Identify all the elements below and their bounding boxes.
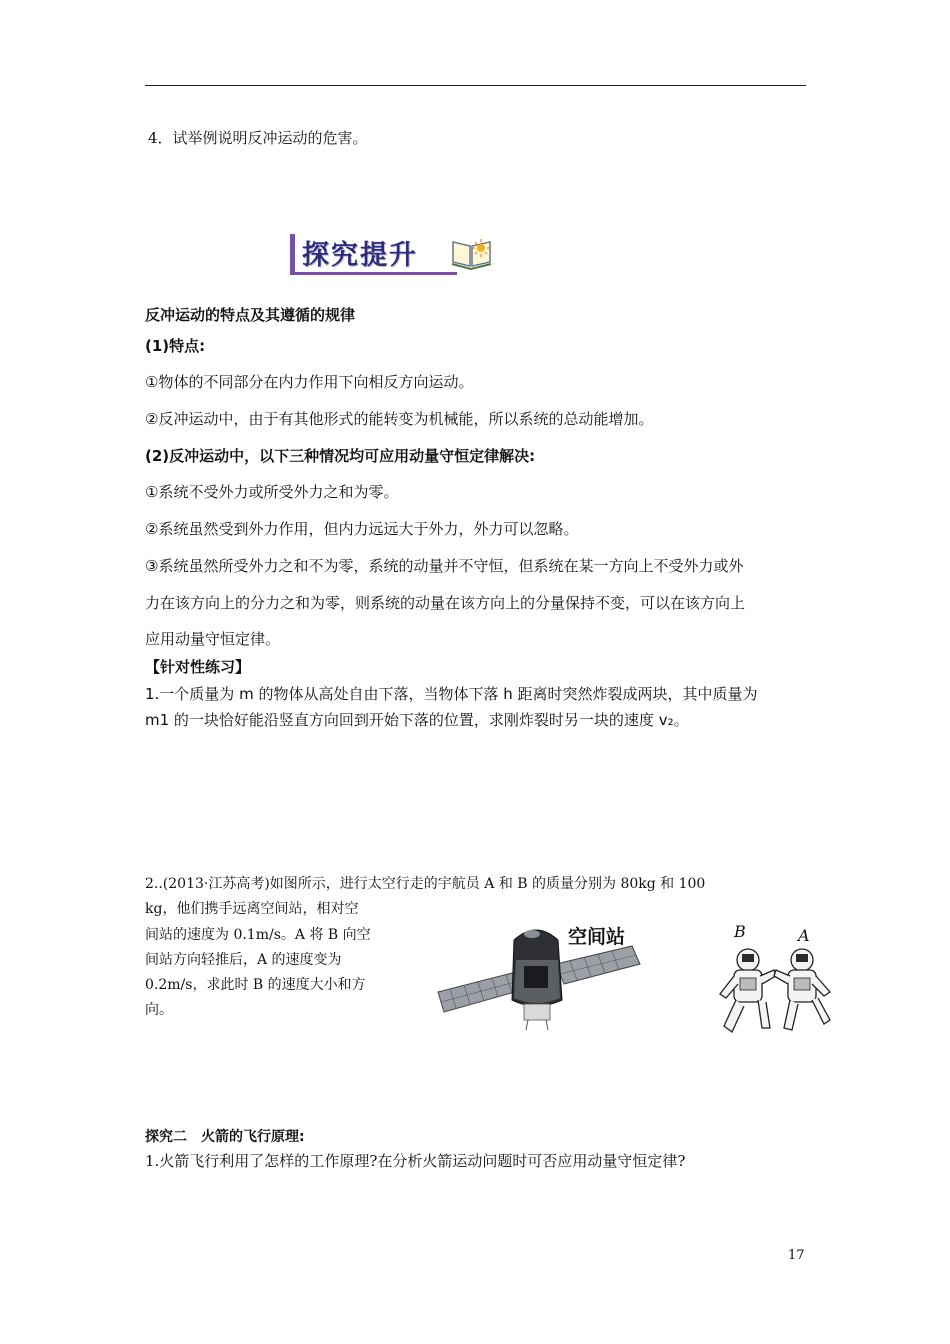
astronaut-b-label: B [734,922,746,941]
section-banner [290,230,500,276]
open-book-icon [450,236,494,272]
feature-2: ②反冲运动中，由于有其他形式的能转变为机械能，所以系统的总动能增加。 [145,410,654,428]
practice-2-line-1: 2..(2013·江苏高考)如图所示，进行太空行走的宇航员 A 和 B 的质量分别为 80kg 和 100 [145,876,706,892]
practice-2-line-3: 间站的速度为 0.1m/s。A 将 B 向空 [145,927,371,943]
explore-2-title: 探究二 火箭的飞行原理: [145,1129,305,1145]
page-number: 17 [788,1248,805,1263]
banner-title: 探究提升 [302,240,418,271]
practice-1-line-2: m1 的一块恰好能沿竖直方向回到开始下落的位置，求刚炸裂时另一块的速度 v₂。 [145,711,689,729]
space-station-figure [436,912,836,1042]
explore-2-question-1: 1.火箭飞行利用了怎样的工作原理?在分析火箭运动问题时可否应用动量守恒定律? [145,1152,686,1170]
practice-2-line-2: kg，他们携手远离空间站，相对空 [145,901,359,917]
condition-3-line-1: ③系统虽然所受外力之和不为零，系统的动量并不守恒，但系统在某一方向上不受外力或外 [145,557,744,575]
features-title: (1)特点: [145,337,206,355]
section-heading: 反冲运动的特点及其遵循的规律 [145,306,356,324]
practice-2-line-4: 间站方向轻推后，A 的速度变为 [145,952,342,968]
condition-2: ②系统虽然受到外力作用，但内力远远大于外力，外力可以忽略。 [145,520,579,538]
condition-1: ①系统不受外力或所受外力之和为零。 [145,483,399,501]
astronauts-illustration [714,942,836,1042]
conditions-title: (2)反冲运动中，以下三种情况均可应用动量守恒定律解决: [145,447,536,465]
condition-3-line-3: 应用动量守恒定律。 [145,630,281,648]
astronaut-a-label: A [798,926,810,945]
feature-1: ①物体的不同部分在内力作用下向相反方向运动。 [145,373,474,391]
practice-2-line-5: 0.2m/s，求此时 B 的速度大小和方 [145,977,366,993]
header-rule [145,85,806,86]
station-label: 空间站 [568,926,626,948]
practice-title: 【针对性练习】 [145,658,251,676]
practice-1-line-1: 1.一个质量为 m 的物体从高处自由下落，当物体下落 h 距离时突然炸裂成两块，其中质量为 [145,685,758,703]
practice-2-line-6: 向。 [145,1002,173,1018]
condition-3-line-2: 力在该方向上的分力之和为零，则系统的动量在该方向上的分量保持不变，可以在该方向上 [145,594,746,612]
question-4: 4．试举例说明反冲运动的危害。 [148,129,368,147]
